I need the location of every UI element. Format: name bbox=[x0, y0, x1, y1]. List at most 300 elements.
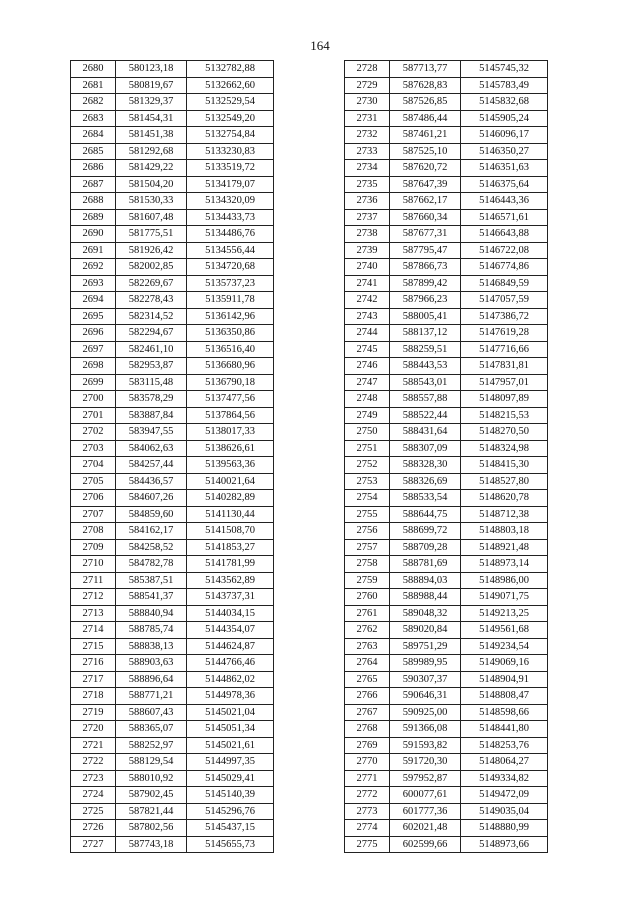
point-number-cell: 2749 bbox=[345, 407, 390, 424]
table-row bbox=[71, 193, 274, 210]
point-number-cell: 2710 bbox=[71, 556, 116, 573]
table-row bbox=[345, 506, 548, 523]
table-row bbox=[345, 556, 548, 573]
point-number-cell: 2761 bbox=[345, 605, 390, 622]
y-coordinate-cell: 5145029,41 bbox=[187, 770, 274, 787]
y-coordinate-cell: 5145745,32 bbox=[461, 61, 548, 78]
y-coordinate-cell: 5148598,66 bbox=[461, 704, 548, 721]
table-row bbox=[71, 407, 274, 424]
point-number-cell: 2764 bbox=[345, 655, 390, 672]
table-row bbox=[345, 193, 548, 210]
x-coordinate-cell: 597952,87 bbox=[390, 770, 461, 787]
y-coordinate-cell: 5141130,44 bbox=[187, 506, 274, 523]
x-coordinate-cell: 600077,61 bbox=[390, 787, 461, 804]
point-number-cell: 2728 bbox=[345, 61, 390, 78]
x-coordinate-cell: 581451,38 bbox=[116, 127, 187, 144]
point-number-cell: 2739 bbox=[345, 242, 390, 259]
y-coordinate-cell: 5133230,83 bbox=[187, 143, 274, 160]
x-coordinate-cell: 582314,52 bbox=[116, 308, 187, 325]
table-row bbox=[71, 589, 274, 606]
y-coordinate-cell: 5148253,76 bbox=[461, 737, 548, 754]
x-coordinate-cell: 583578,29 bbox=[116, 391, 187, 408]
table-row bbox=[345, 721, 548, 738]
coordinates-table-left bbox=[70, 60, 274, 853]
y-coordinate-cell: 5146774,86 bbox=[461, 259, 548, 276]
point-number-cell: 2768 bbox=[345, 721, 390, 738]
table-row bbox=[71, 358, 274, 375]
table-row bbox=[71, 836, 274, 853]
x-coordinate-cell: 584436,57 bbox=[116, 473, 187, 490]
y-coordinate-cell: 5144766,46 bbox=[187, 655, 274, 672]
table-row bbox=[71, 61, 274, 78]
table-row bbox=[345, 688, 548, 705]
y-coordinate-cell: 5141781,99 bbox=[187, 556, 274, 573]
y-coordinate-cell: 5133519,72 bbox=[187, 160, 274, 177]
table-row bbox=[71, 655, 274, 672]
y-coordinate-cell: 5148973,66 bbox=[461, 836, 548, 853]
x-coordinate-cell: 588557,88 bbox=[390, 391, 461, 408]
table-row bbox=[345, 308, 548, 325]
y-coordinate-cell: 5138017,33 bbox=[187, 424, 274, 441]
table-row bbox=[71, 110, 274, 127]
y-coordinate-cell: 5137477,56 bbox=[187, 391, 274, 408]
x-coordinate-cell: 588771,21 bbox=[116, 688, 187, 705]
table-row bbox=[345, 605, 548, 622]
y-coordinate-cell: 5147716,66 bbox=[461, 341, 548, 358]
table-row bbox=[345, 275, 548, 292]
x-coordinate-cell: 581926,42 bbox=[116, 242, 187, 259]
point-number-cell: 2734 bbox=[345, 160, 390, 177]
point-number-cell: 2698 bbox=[71, 358, 116, 375]
table-row bbox=[71, 308, 274, 325]
y-coordinate-cell: 5136350,86 bbox=[187, 325, 274, 342]
y-coordinate-cell: 5148215,53 bbox=[461, 407, 548, 424]
table-row bbox=[345, 110, 548, 127]
table-row bbox=[345, 127, 548, 144]
y-coordinate-cell: 5149561,68 bbox=[461, 622, 548, 639]
y-coordinate-cell: 5144034,15 bbox=[187, 605, 274, 622]
y-coordinate-cell: 5134486,76 bbox=[187, 226, 274, 243]
x-coordinate-cell: 590646,31 bbox=[390, 688, 461, 705]
y-coordinate-cell: 5148324,98 bbox=[461, 440, 548, 457]
x-coordinate-cell: 587660,34 bbox=[390, 209, 461, 226]
y-coordinate-cell: 5146722,08 bbox=[461, 242, 548, 259]
y-coordinate-cell: 5148527,80 bbox=[461, 473, 548, 490]
x-coordinate-cell: 588541,37 bbox=[116, 589, 187, 606]
table-row bbox=[345, 638, 548, 655]
x-coordinate-cell: 587620,72 bbox=[390, 160, 461, 177]
table-row bbox=[71, 704, 274, 721]
table-row bbox=[71, 605, 274, 622]
table-row bbox=[345, 226, 548, 243]
point-number-cell: 2722 bbox=[71, 754, 116, 771]
y-coordinate-cell: 5134179,07 bbox=[187, 176, 274, 193]
point-number-cell: 2701 bbox=[71, 407, 116, 424]
table-row bbox=[71, 391, 274, 408]
x-coordinate-cell: 588365,07 bbox=[116, 721, 187, 738]
table-row bbox=[71, 737, 274, 754]
point-number-cell: 2719 bbox=[71, 704, 116, 721]
y-coordinate-cell: 5146571,61 bbox=[461, 209, 548, 226]
y-coordinate-cell: 5141853,27 bbox=[187, 539, 274, 556]
table-row bbox=[71, 143, 274, 160]
x-coordinate-cell: 583115,48 bbox=[116, 374, 187, 391]
table-row bbox=[345, 143, 548, 160]
y-coordinate-cell: 5149472,09 bbox=[461, 787, 548, 804]
x-coordinate-cell: 588533,54 bbox=[390, 490, 461, 507]
x-coordinate-cell: 588328,30 bbox=[390, 457, 461, 474]
table-row bbox=[345, 341, 548, 358]
x-coordinate-cell: 588431,64 bbox=[390, 424, 461, 441]
x-coordinate-cell: 584162,17 bbox=[116, 523, 187, 540]
table-row bbox=[345, 457, 548, 474]
table-row bbox=[71, 770, 274, 787]
point-number-cell: 2769 bbox=[345, 737, 390, 754]
x-coordinate-cell: 581504,20 bbox=[116, 176, 187, 193]
y-coordinate-cell: 5145783,49 bbox=[461, 77, 548, 94]
point-number-cell: 2748 bbox=[345, 391, 390, 408]
y-coordinate-cell: 5134556,44 bbox=[187, 242, 274, 259]
x-coordinate-cell: 590307,37 bbox=[390, 671, 461, 688]
table-row bbox=[71, 424, 274, 441]
point-number-cell: 2688 bbox=[71, 193, 116, 210]
x-coordinate-cell: 588894,03 bbox=[390, 572, 461, 589]
x-coordinate-cell: 588838,13 bbox=[116, 638, 187, 655]
y-coordinate-cell: 5134720,68 bbox=[187, 259, 274, 276]
table-row bbox=[71, 457, 274, 474]
x-coordinate-cell: 589751,29 bbox=[390, 638, 461, 655]
point-number-cell: 2713 bbox=[71, 605, 116, 622]
y-coordinate-cell: 5136142,96 bbox=[187, 308, 274, 325]
point-number-cell: 2742 bbox=[345, 292, 390, 309]
table-row bbox=[71, 94, 274, 111]
table-row bbox=[345, 589, 548, 606]
point-number-cell: 2684 bbox=[71, 127, 116, 144]
table-row bbox=[71, 622, 274, 639]
table-body-right bbox=[345, 61, 548, 853]
y-coordinate-cell: 5146351,63 bbox=[461, 160, 548, 177]
x-coordinate-cell: 588005,41 bbox=[390, 308, 461, 325]
x-coordinate-cell: 587647,39 bbox=[390, 176, 461, 193]
table-row bbox=[71, 292, 274, 309]
table-row bbox=[345, 787, 548, 804]
table-row bbox=[345, 259, 548, 276]
table-row bbox=[71, 127, 274, 144]
point-number-cell: 2775 bbox=[345, 836, 390, 853]
y-coordinate-cell: 5147831,81 bbox=[461, 358, 548, 375]
x-coordinate-cell: 588129,54 bbox=[116, 754, 187, 771]
y-coordinate-cell: 5146643,88 bbox=[461, 226, 548, 243]
y-coordinate-cell: 5146096,17 bbox=[461, 127, 548, 144]
x-coordinate-cell: 588699,72 bbox=[390, 523, 461, 540]
x-coordinate-cell: 584859,60 bbox=[116, 506, 187, 523]
y-coordinate-cell: 5148803,18 bbox=[461, 523, 548, 540]
table-row bbox=[345, 490, 548, 507]
table-row bbox=[345, 391, 548, 408]
x-coordinate-cell: 588896,64 bbox=[116, 671, 187, 688]
y-coordinate-cell: 5132662,60 bbox=[187, 77, 274, 94]
table-row bbox=[345, 292, 548, 309]
point-number-cell: 2693 bbox=[71, 275, 116, 292]
table-row bbox=[345, 473, 548, 490]
x-coordinate-cell: 580123,18 bbox=[116, 61, 187, 78]
table-row bbox=[71, 226, 274, 243]
point-number-cell: 2733 bbox=[345, 143, 390, 160]
point-number-cell: 2716 bbox=[71, 655, 116, 672]
y-coordinate-cell: 5148620,78 bbox=[461, 490, 548, 507]
table-row bbox=[345, 94, 548, 111]
y-coordinate-cell: 5146350,27 bbox=[461, 143, 548, 160]
x-coordinate-cell: 587902,45 bbox=[116, 787, 187, 804]
table-row bbox=[345, 440, 548, 457]
page-number: 164 bbox=[310, 38, 330, 53]
y-coordinate-cell: 5140282,89 bbox=[187, 490, 274, 507]
table-row bbox=[71, 440, 274, 457]
y-coordinate-cell: 5137864,56 bbox=[187, 407, 274, 424]
point-number-cell: 2771 bbox=[345, 770, 390, 787]
x-coordinate-cell: 589020,84 bbox=[390, 622, 461, 639]
y-coordinate-cell: 5145832,68 bbox=[461, 94, 548, 111]
table-row bbox=[71, 539, 274, 556]
x-coordinate-cell: 587486,44 bbox=[390, 110, 461, 127]
x-coordinate-cell: 587461,21 bbox=[390, 127, 461, 144]
y-coordinate-cell: 5148880,99 bbox=[461, 820, 548, 837]
x-coordinate-cell: 587526,85 bbox=[390, 94, 461, 111]
x-coordinate-cell: 584782,78 bbox=[116, 556, 187, 573]
point-number-cell: 2743 bbox=[345, 308, 390, 325]
y-coordinate-cell: 5149069,16 bbox=[461, 655, 548, 672]
point-number-cell: 2704 bbox=[71, 457, 116, 474]
y-coordinate-cell: 5145021,04 bbox=[187, 704, 274, 721]
point-number-cell: 2686 bbox=[71, 160, 116, 177]
x-coordinate-cell: 591593,82 bbox=[390, 737, 461, 754]
x-coordinate-cell: 587899,42 bbox=[390, 275, 461, 292]
point-number-cell: 2726 bbox=[71, 820, 116, 837]
x-coordinate-cell: 590925,00 bbox=[390, 704, 461, 721]
y-coordinate-cell: 5134433,73 bbox=[187, 209, 274, 226]
y-coordinate-cell: 5132549,20 bbox=[187, 110, 274, 127]
x-coordinate-cell: 581607,48 bbox=[116, 209, 187, 226]
point-number-cell: 2705 bbox=[71, 473, 116, 490]
point-number-cell: 2746 bbox=[345, 358, 390, 375]
x-coordinate-cell: 587662,17 bbox=[390, 193, 461, 210]
table-row bbox=[71, 671, 274, 688]
point-number-cell: 2725 bbox=[71, 803, 116, 820]
table-row bbox=[345, 374, 548, 391]
y-coordinate-cell: 5144862,02 bbox=[187, 671, 274, 688]
table-row bbox=[71, 820, 274, 837]
point-number-cell: 2759 bbox=[345, 572, 390, 589]
x-coordinate-cell: 587866,73 bbox=[390, 259, 461, 276]
y-coordinate-cell: 5148064,27 bbox=[461, 754, 548, 771]
y-coordinate-cell: 5145437,15 bbox=[187, 820, 274, 837]
table-row bbox=[345, 358, 548, 375]
point-number-cell: 2755 bbox=[345, 506, 390, 523]
table-row bbox=[345, 704, 548, 721]
coordinates-table-right bbox=[344, 60, 548, 853]
y-coordinate-cell: 5148904,91 bbox=[461, 671, 548, 688]
point-number-cell: 2729 bbox=[345, 77, 390, 94]
point-number-cell: 2754 bbox=[345, 490, 390, 507]
y-coordinate-cell: 5147057,59 bbox=[461, 292, 548, 309]
point-number-cell: 2712 bbox=[71, 589, 116, 606]
x-coordinate-cell: 589989,95 bbox=[390, 655, 461, 672]
point-number-cell: 2765 bbox=[345, 671, 390, 688]
table-row bbox=[71, 523, 274, 540]
table-row bbox=[345, 209, 548, 226]
point-number-cell: 2706 bbox=[71, 490, 116, 507]
point-number-cell: 2723 bbox=[71, 770, 116, 787]
table-row bbox=[345, 424, 548, 441]
point-number-cell: 2696 bbox=[71, 325, 116, 342]
x-coordinate-cell: 589048,32 bbox=[390, 605, 461, 622]
y-coordinate-cell: 5148808,47 bbox=[461, 688, 548, 705]
x-coordinate-cell: 588543,01 bbox=[390, 374, 461, 391]
table-row bbox=[71, 803, 274, 820]
point-number-cell: 2767 bbox=[345, 704, 390, 721]
point-number-cell: 2763 bbox=[345, 638, 390, 655]
x-coordinate-cell: 581530,33 bbox=[116, 193, 187, 210]
x-coordinate-cell: 587821,44 bbox=[116, 803, 187, 820]
table-row bbox=[71, 259, 274, 276]
table-row bbox=[345, 754, 548, 771]
point-number-cell: 2731 bbox=[345, 110, 390, 127]
y-coordinate-cell: 5138626,61 bbox=[187, 440, 274, 457]
point-number-cell: 2774 bbox=[345, 820, 390, 837]
point-number-cell: 2694 bbox=[71, 292, 116, 309]
table-row bbox=[71, 325, 274, 342]
y-coordinate-cell: 5144978,36 bbox=[187, 688, 274, 705]
point-number-cell: 2772 bbox=[345, 787, 390, 804]
y-coordinate-cell: 5149234,54 bbox=[461, 638, 548, 655]
x-coordinate-cell: 584257,44 bbox=[116, 457, 187, 474]
y-coordinate-cell: 5145655,73 bbox=[187, 836, 274, 853]
x-coordinate-cell: 581454,31 bbox=[116, 110, 187, 127]
point-number-cell: 2737 bbox=[345, 209, 390, 226]
y-coordinate-cell: 5132782,88 bbox=[187, 61, 274, 78]
point-number-cell: 2753 bbox=[345, 473, 390, 490]
y-coordinate-cell: 5136516,40 bbox=[187, 341, 274, 358]
y-coordinate-cell: 5132754,84 bbox=[187, 127, 274, 144]
y-coordinate-cell: 5148973,14 bbox=[461, 556, 548, 573]
x-coordinate-cell: 588443,53 bbox=[390, 358, 461, 375]
x-coordinate-cell: 588010,92 bbox=[116, 770, 187, 787]
table-row bbox=[71, 787, 274, 804]
x-coordinate-cell: 588307,09 bbox=[390, 440, 461, 457]
y-coordinate-cell: 5135911,78 bbox=[187, 292, 274, 309]
y-coordinate-cell: 5144997,35 bbox=[187, 754, 274, 771]
point-number-cell: 2751 bbox=[345, 440, 390, 457]
point-number-cell: 2735 bbox=[345, 176, 390, 193]
table-row bbox=[71, 572, 274, 589]
table-row bbox=[345, 325, 548, 342]
y-coordinate-cell: 5148921,48 bbox=[461, 539, 548, 556]
point-number-cell: 2685 bbox=[71, 143, 116, 160]
x-coordinate-cell: 588522,44 bbox=[390, 407, 461, 424]
x-coordinate-cell: 583887,84 bbox=[116, 407, 187, 424]
y-coordinate-cell: 5136680,96 bbox=[187, 358, 274, 375]
table-row bbox=[345, 523, 548, 540]
point-number-cell: 2750 bbox=[345, 424, 390, 441]
y-coordinate-cell: 5147957,01 bbox=[461, 374, 548, 391]
point-number-cell: 2762 bbox=[345, 622, 390, 639]
x-coordinate-cell: 584258,52 bbox=[116, 539, 187, 556]
y-coordinate-cell: 5145140,39 bbox=[187, 787, 274, 804]
point-number-cell: 2700 bbox=[71, 391, 116, 408]
y-coordinate-cell: 5148441,80 bbox=[461, 721, 548, 738]
x-coordinate-cell: 591366,08 bbox=[390, 721, 461, 738]
point-number-cell: 2717 bbox=[71, 671, 116, 688]
point-number-cell: 2741 bbox=[345, 275, 390, 292]
y-coordinate-cell: 5147619,28 bbox=[461, 325, 548, 342]
table-row bbox=[345, 61, 548, 78]
x-coordinate-cell: 591720,30 bbox=[390, 754, 461, 771]
x-coordinate-cell: 588988,44 bbox=[390, 589, 461, 606]
point-number-cell: 2740 bbox=[345, 259, 390, 276]
table-row bbox=[345, 539, 548, 556]
table-row bbox=[71, 77, 274, 94]
point-number-cell: 2692 bbox=[71, 259, 116, 276]
point-number-cell: 2736 bbox=[345, 193, 390, 210]
x-coordinate-cell: 602021,48 bbox=[390, 820, 461, 837]
point-number-cell: 2715 bbox=[71, 638, 116, 655]
x-coordinate-cell: 601777,36 bbox=[390, 803, 461, 820]
table-row bbox=[71, 506, 274, 523]
point-number-cell: 2687 bbox=[71, 176, 116, 193]
point-number-cell: 2708 bbox=[71, 523, 116, 540]
table-row bbox=[345, 407, 548, 424]
point-number-cell: 2697 bbox=[71, 341, 116, 358]
y-coordinate-cell: 5144354,07 bbox=[187, 622, 274, 639]
point-number-cell: 2691 bbox=[71, 242, 116, 259]
x-coordinate-cell: 584062,63 bbox=[116, 440, 187, 457]
y-coordinate-cell: 5147386,72 bbox=[461, 308, 548, 325]
point-number-cell: 2730 bbox=[345, 94, 390, 111]
y-coordinate-cell: 5140021,64 bbox=[187, 473, 274, 490]
table-row bbox=[71, 374, 274, 391]
table-row bbox=[71, 275, 274, 292]
table-row bbox=[345, 820, 548, 837]
x-coordinate-cell: 581292,68 bbox=[116, 143, 187, 160]
y-coordinate-cell: 5141508,70 bbox=[187, 523, 274, 540]
table-row bbox=[71, 638, 274, 655]
y-coordinate-cell: 5149334,82 bbox=[461, 770, 548, 787]
point-number-cell: 2721 bbox=[71, 737, 116, 754]
x-coordinate-cell: 582953,87 bbox=[116, 358, 187, 375]
y-coordinate-cell: 5143562,89 bbox=[187, 572, 274, 589]
x-coordinate-cell: 582278,43 bbox=[116, 292, 187, 309]
point-number-cell: 2695 bbox=[71, 308, 116, 325]
table-row bbox=[345, 836, 548, 853]
x-coordinate-cell: 602599,66 bbox=[390, 836, 461, 853]
y-coordinate-cell: 5145021,61 bbox=[187, 737, 274, 754]
point-number-cell: 2720 bbox=[71, 721, 116, 738]
y-coordinate-cell: 5144624,87 bbox=[187, 638, 274, 655]
point-number-cell: 2724 bbox=[71, 787, 116, 804]
table-row bbox=[345, 176, 548, 193]
point-number-cell: 2773 bbox=[345, 803, 390, 820]
y-coordinate-cell: 5148712,38 bbox=[461, 506, 548, 523]
y-coordinate-cell: 5134320,09 bbox=[187, 193, 274, 210]
point-number-cell: 2756 bbox=[345, 523, 390, 540]
y-coordinate-cell: 5143737,31 bbox=[187, 589, 274, 606]
table-row bbox=[345, 160, 548, 177]
point-number-cell: 2745 bbox=[345, 341, 390, 358]
x-coordinate-cell: 588903,63 bbox=[116, 655, 187, 672]
table-row bbox=[345, 770, 548, 787]
x-coordinate-cell: 583947,55 bbox=[116, 424, 187, 441]
y-coordinate-cell: 5145051,34 bbox=[187, 721, 274, 738]
